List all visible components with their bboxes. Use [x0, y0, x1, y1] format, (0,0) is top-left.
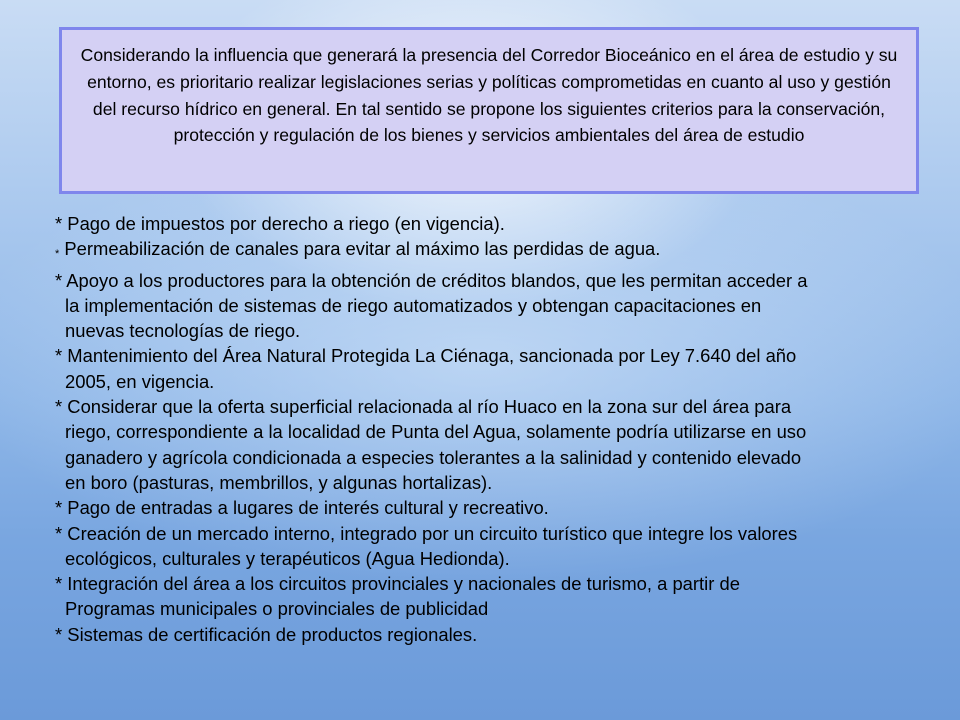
bullet-marker: * [55, 345, 63, 367]
bullet-text: Mantenimiento del Área Natural Protegida La Ciénaga, sancionada por Ley 7.640 del año [67, 345, 797, 367]
bullet-item [55, 394, 935, 495]
bullet-item [55, 236, 935, 267]
bullet-text: Sistemas de certificación de productos regionales. [67, 623, 478, 645]
bullet-text: Pago de impuestos por derecho a riego (en vigencia). [67, 213, 505, 234]
bullet-text: Creación de un mercado interno, integrado por un circuito turístico que integre los valores [67, 522, 798, 544]
bullet-marker: * [55, 269, 63, 291]
bullet-item [55, 495, 935, 520]
bullet-text: Integración del área a los circuitos provinciales y nacionales de turismo, a partir de [67, 573, 740, 595]
bullet-item [55, 211, 935, 236]
bullet-marker: * [55, 623, 63, 645]
bullet-item [55, 268, 935, 344]
bullet-text-continuation: Programas municipales o provinciales de publicidad [65, 598, 489, 620]
bullet-marker: * [55, 497, 63, 519]
bullet-text: Apoyo a los productores para la obtención de créditos blandos, que les permitan acceder a [66, 269, 808, 291]
bullet-item [55, 343, 935, 394]
bullet-text-continuation: la implementación de sistemas de riego automatizados y obtengan capacitaciones en [65, 294, 762, 316]
bullet-text-continuation: nuevas tecnologías de riego. [65, 320, 301, 342]
bullet-text-continuation: riego, correspondiente a la localidad de Punta del Agua, solamente podría utilizarse en uso [65, 421, 807, 443]
bullet-text-continuation: ganadero y agrícola condicionada a especies tolerantes a la salinidad y contenido elevado [65, 446, 802, 468]
intro-text-box [59, 27, 919, 194]
bullet-text: Considerar que la oferta superficial relacionada al río Huaco en la zona sur del área para [67, 396, 792, 418]
bullet-marker: * [55, 573, 63, 595]
bullet-text-continuation: en boro (pasturas, membrillos, y algunas hortalizas). [65, 471, 493, 493]
bullet-marker: * [55, 396, 63, 418]
criteria-bullet-list [55, 211, 935, 647]
bullet-text-continuation: 2005, en vigencia. [65, 370, 215, 392]
bullet-text-continuation: ecológicos, culturales y terapéuticos (Agua Hedionda). [65, 547, 510, 569]
bullet-text: Permeabilización de canales para evitar al máximo las perdidas de agua. [64, 238, 661, 260]
bullet-item [55, 571, 935, 622]
bullet-marker: * [55, 213, 63, 234]
bullet-marker: * [55, 248, 60, 261]
bullet-text: Pago de entradas a lugares de interés cultural y recreativo. [67, 497, 549, 519]
bullet-item [55, 521, 935, 572]
bullet-marker: * [55, 522, 63, 544]
intro-text: Considerando la influencia que generará la presencia del Corredor Bioceánico en el área de estudio y su entorno, es prioritario realizar legislaciones serias y políticas comprometidas en cuanto al uso y gestión del recurso hídrico en general. En tal sentido se propone los siguientes criterios para la conservación, protección y regulación de los bienes y servicios ambientales del área de estudio [80, 45, 898, 146]
bullet-item [55, 622, 935, 647]
